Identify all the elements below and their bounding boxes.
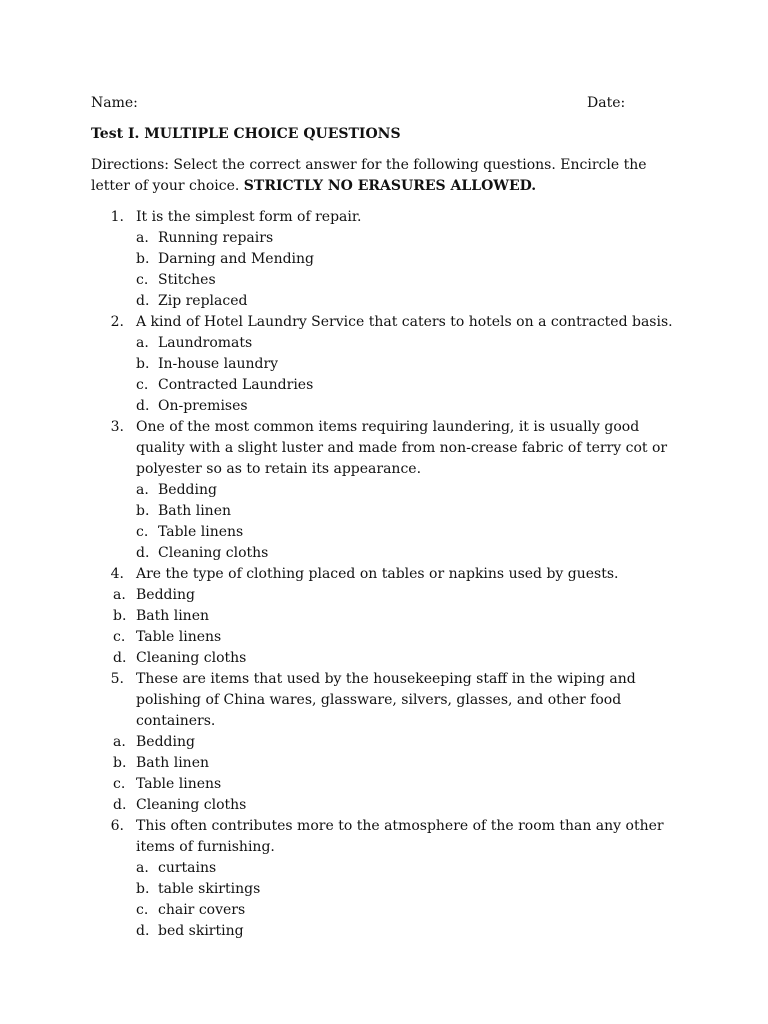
option-letter[interactable]: b.: [136, 881, 150, 897]
question-text: These are items that used by the housekeeping staff in the wiping and polishing of China wares, glassware, silvers, glasses, and other food containers.: [136, 671, 636, 729]
option-item: [91, 354, 681, 375]
option-item: [91, 627, 681, 648]
option-letter[interactable]: c.: [113, 776, 126, 792]
option-item: [91, 480, 681, 501]
option-item: [91, 774, 681, 795]
directions: [91, 155, 681, 197]
option-text: Cleaning cloths: [158, 545, 269, 561]
option-item: [91, 501, 681, 522]
option-letter[interactable]: c.: [136, 377, 149, 393]
directions-emphasis: STRICTLY NO ERASURES ALLOWED.: [243, 178, 537, 194]
option-letter[interactable]: b.: [136, 503, 150, 519]
option-letter[interactable]: c.: [136, 902, 149, 918]
option-text: Zip replaced: [158, 293, 248, 309]
question-text: A kind of Hotel Laundry Service that caters to hotels on a contracted basis.: [136, 314, 673, 330]
option-item: [91, 522, 681, 543]
option-text: chair covers: [158, 902, 246, 918]
option-letter[interactable]: c.: [136, 272, 149, 288]
question-number: 1.: [110, 209, 124, 225]
option-letter[interactable]: d.: [113, 650, 127, 666]
option-item: [91, 228, 681, 249]
option-text: Cleaning cloths: [136, 797, 247, 813]
option-item: [91, 291, 681, 312]
option-letter[interactable]: b.: [136, 251, 150, 267]
question-text: Are the type of clothing placed on tables or napkins used by guests.: [136, 566, 619, 582]
option-item: [91, 606, 681, 627]
directions-text: Directions: Select the correct answer for the following questions. Encircle the letter of your choice.: [91, 157, 647, 194]
option-item: [91, 858, 681, 879]
name-label: Name:: [91, 95, 138, 111]
option-item: [91, 753, 681, 774]
option-item: [91, 543, 681, 564]
option-letter[interactable]: b.: [136, 356, 150, 372]
option-letter[interactable]: a.: [136, 230, 149, 246]
option-item: [91, 648, 681, 669]
option-text: table skirtings: [158, 881, 261, 897]
option-item: [91, 921, 681, 942]
option-text: Bath linen: [158, 503, 232, 519]
option-letter[interactable]: b.: [113, 608, 127, 624]
question-text: One of the most common items requiring laundering, it is usually good quality with a slight luster and made from non-crease fabric of terry cot or polyester so as to retain its appearance.: [136, 419, 668, 477]
question-number: 4.: [110, 566, 124, 582]
question-text: It is the simplest form of repair.: [136, 209, 362, 225]
option-text: Laundromats: [158, 335, 253, 351]
option-text: Bedding: [158, 482, 217, 498]
option-letter[interactable]: d.: [136, 923, 150, 939]
option-item: [91, 732, 681, 753]
option-letter[interactable]: b.: [113, 755, 127, 771]
option-text: bed skirting: [158, 923, 244, 939]
question-2: [91, 312, 681, 333]
option-text: Bath linen: [136, 608, 210, 624]
option-item: [91, 333, 681, 354]
question-list: [91, 207, 681, 942]
option-letter[interactable]: d.: [113, 797, 127, 813]
option-letter[interactable]: a.: [136, 482, 149, 498]
option-text: Table linens: [136, 629, 222, 645]
option-item: [91, 900, 681, 921]
header-row: [91, 93, 681, 114]
option-text: Stitches: [158, 272, 216, 288]
question-4: [91, 564, 681, 585]
option-letter[interactable]: a.: [136, 335, 149, 351]
worksheet: [91, 93, 681, 942]
option-item: [91, 375, 681, 396]
option-letter[interactable]: c.: [136, 524, 149, 540]
question-5: [91, 669, 681, 732]
question-number: 5.: [110, 671, 124, 687]
option-text: Table linens: [158, 524, 244, 540]
option-letter[interactable]: d.: [136, 398, 150, 414]
option-item: [91, 270, 681, 291]
option-text: curtains: [158, 860, 217, 876]
option-item: [91, 249, 681, 270]
question-number: 6.: [110, 818, 124, 834]
question-number: 2.: [110, 314, 124, 330]
option-text: Contracted Laundries: [158, 377, 314, 393]
option-letter[interactable]: d.: [136, 293, 150, 309]
option-letter[interactable]: d.: [136, 545, 150, 561]
option-letter[interactable]: a.: [113, 587, 126, 603]
test-title: Test I. MULTIPLE CHOICE QUESTIONS: [91, 126, 401, 142]
question-3: [91, 417, 681, 480]
option-letter[interactable]: a.: [113, 734, 126, 750]
option-text: Bedding: [136, 587, 195, 603]
question-1: [91, 207, 681, 228]
option-text: Bath linen: [136, 755, 210, 771]
option-item: [91, 879, 681, 900]
option-item: [91, 396, 681, 417]
option-text: Cleaning cloths: [136, 650, 247, 666]
option-text: On-premises: [158, 398, 248, 414]
question-text: This often contributes more to the atmosphere of the room than any other items of furnishing.: [136, 818, 664, 855]
date-label: Date:: [587, 95, 626, 111]
option-text: Table linens: [136, 776, 222, 792]
option-text: Darning and Mending: [158, 251, 315, 267]
option-letter[interactable]: a.: [136, 860, 149, 876]
option-text: In-house laundry: [158, 356, 279, 372]
option-text: Bedding: [136, 734, 195, 750]
option-letter[interactable]: c.: [113, 629, 126, 645]
question-6: [91, 816, 681, 858]
question-number: 3.: [110, 419, 124, 435]
option-item: [91, 795, 681, 816]
option-item: [91, 585, 681, 606]
option-text: Running repairs: [158, 230, 274, 246]
